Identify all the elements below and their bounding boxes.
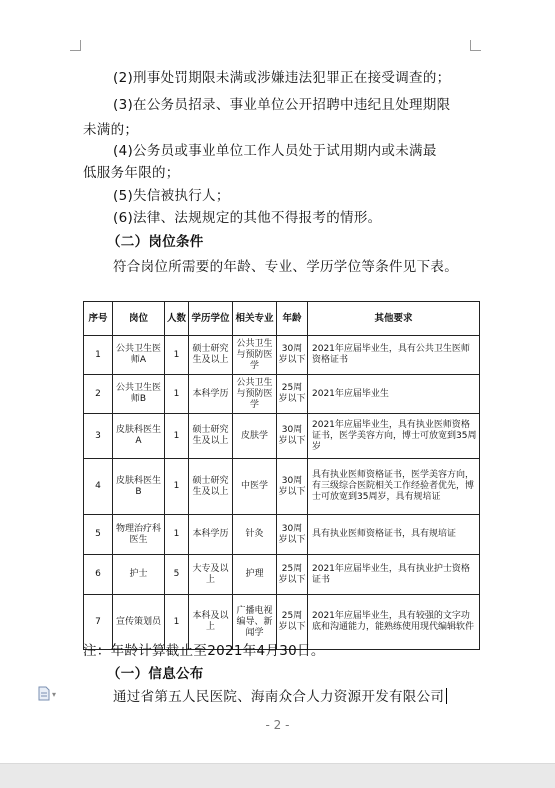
section-heading-publish: （一）信息公布 [107, 666, 204, 682]
paragraph-item-4-cont: 低服务年限的； [83, 165, 180, 181]
cell-position: 物理治疗科医生 [113, 515, 165, 555]
cell-index: 6 [84, 555, 113, 595]
page-number: - 2 - [265, 718, 290, 732]
paragraph-item-5: (5)失信被执行人； [113, 188, 230, 204]
table-header-row [84, 302, 480, 336]
page-gap-area [0, 763, 555, 788]
text-cursor [446, 688, 447, 704]
margin-corner-top-left [70, 40, 81, 51]
cell-education: 硕士研究生及以上 [189, 414, 233, 459]
cell-count: 5 [165, 555, 189, 595]
paragraph-item-3-cont: 未满的； [83, 122, 139, 138]
header-cell: 序号 [84, 302, 113, 336]
age-note: 注：年龄计算截止至2021年4月30日。 [83, 643, 325, 659]
cell-other: 2021年应届毕业生，具有执业医师资格证书，医学美容方向，博士可放宽到35周岁 [308, 414, 480, 459]
publish-text[interactable] [113, 688, 447, 705]
document-icon[interactable] [38, 686, 50, 701]
cell-major: 广播电视编导、新闻学 [233, 595, 277, 650]
table-row [84, 375, 480, 414]
cell-position: 公共卫生医师A [113, 336, 165, 375]
cell-other: 2021年应届毕业生，具有执业护士资格证书 [308, 555, 480, 595]
header-cell: 人数 [165, 302, 189, 336]
cell-other: 2021年应届毕业生，具有较强的文字功底和沟通能力，能熟练使用现代编辑软件 [308, 595, 480, 650]
paragraph-item-3: (3)在公务员招录、事业单位公开招聘中违纪且处理期限 [113, 97, 451, 113]
cell-major: 护理 [233, 555, 277, 595]
table-intro-text: 符合岗位所需要的年龄、专业、学历学位等条件见下表。 [113, 259, 458, 275]
cell-count: 1 [165, 414, 189, 459]
table-row [84, 336, 480, 375]
cell-education: 硕士研究生及以上 [189, 336, 233, 375]
cell-count: 1 [165, 375, 189, 414]
header-cell: 其他要求 [308, 302, 480, 336]
cell-major: 中医学 [233, 459, 277, 515]
cell-count: 1 [165, 336, 189, 375]
header-cell: 岗位 [113, 302, 165, 336]
table-row [84, 459, 480, 515]
publish-text-content: 通过省第五人民医院、海南众合人力资源开发有限公司 [113, 689, 445, 705]
cell-index: 4 [84, 459, 113, 515]
table-row [84, 414, 480, 459]
cell-age: 25周岁以下 [277, 595, 308, 650]
cell-education: 大专及以上 [189, 555, 233, 595]
paragraph-item-4: (4)公务员或事业单位工作人员处于试用期内或未满最 [113, 143, 437, 159]
margin-corner-top-right [470, 40, 481, 51]
cell-other: 具有执业医师资格证书，具有规培证 [308, 515, 480, 555]
cell-position: 护士 [113, 555, 165, 595]
cell-major: 针灸 [233, 515, 277, 555]
cell-other: 2021年应届毕业生，具有公共卫生医师资格证书 [308, 336, 480, 375]
cell-position: 公共卫生医师B [113, 375, 165, 414]
chevron-down-icon[interactable]: ▾ [52, 690, 57, 699]
cell-other: 具有执业医师资格证书，医学美容方向，有三级综合医院相关工作经验者优先，博士可放宽到35周岁，具有规培证 [308, 459, 480, 515]
cell-major: 公共卫生与预防医学 [233, 336, 277, 375]
cell-index: 5 [84, 515, 113, 555]
header-cell: 相关专业 [233, 302, 277, 336]
table-row [84, 515, 480, 555]
cell-position: 皮肤科医生A [113, 414, 165, 459]
table-row [84, 595, 480, 650]
header-cell: 学历学位 [189, 302, 233, 336]
cell-index: 1 [84, 336, 113, 375]
requirements-table [83, 301, 480, 650]
cell-index: 3 [84, 414, 113, 459]
cell-age: 25周岁以下 [277, 555, 308, 595]
cell-major: 皮肤学 [233, 414, 277, 459]
cell-age: 30周岁以下 [277, 459, 308, 515]
cell-education: 硕士研究生及以上 [189, 459, 233, 515]
cell-age: 25周岁以下 [277, 375, 308, 414]
cell-education: 本科及以上 [189, 595, 233, 650]
cell-age: 30周岁以下 [277, 414, 308, 459]
cell-count: 1 [165, 459, 189, 515]
cell-major: 公共卫生与预防医学 [233, 375, 277, 414]
section-heading-conditions: （二）岗位条件 [107, 234, 204, 250]
cell-age: 30周岁以下 [277, 336, 308, 375]
cell-index: 7 [84, 595, 113, 650]
cell-position: 皮肤科医生B [113, 459, 165, 515]
paragraph-item-6: (6)法律、法规规定的其他不得报考的情形。 [113, 210, 382, 226]
cell-other: 2021年应届毕业生 [308, 375, 480, 414]
cell-index: 2 [84, 375, 113, 414]
paragraph-item-2: (2)刑事处罚期限未满或涉嫌违法犯罪正在接受调查的； [113, 70, 451, 86]
table-row [84, 555, 480, 595]
cell-education: 本科学历 [189, 515, 233, 555]
cell-position: 宣传策划员 [113, 595, 165, 650]
cell-age: 30周岁以下 [277, 515, 308, 555]
cell-count: 1 [165, 515, 189, 555]
cell-education: 本科学历 [189, 375, 233, 414]
cell-count: 1 [165, 595, 189, 650]
header-cell: 年龄 [277, 302, 308, 336]
